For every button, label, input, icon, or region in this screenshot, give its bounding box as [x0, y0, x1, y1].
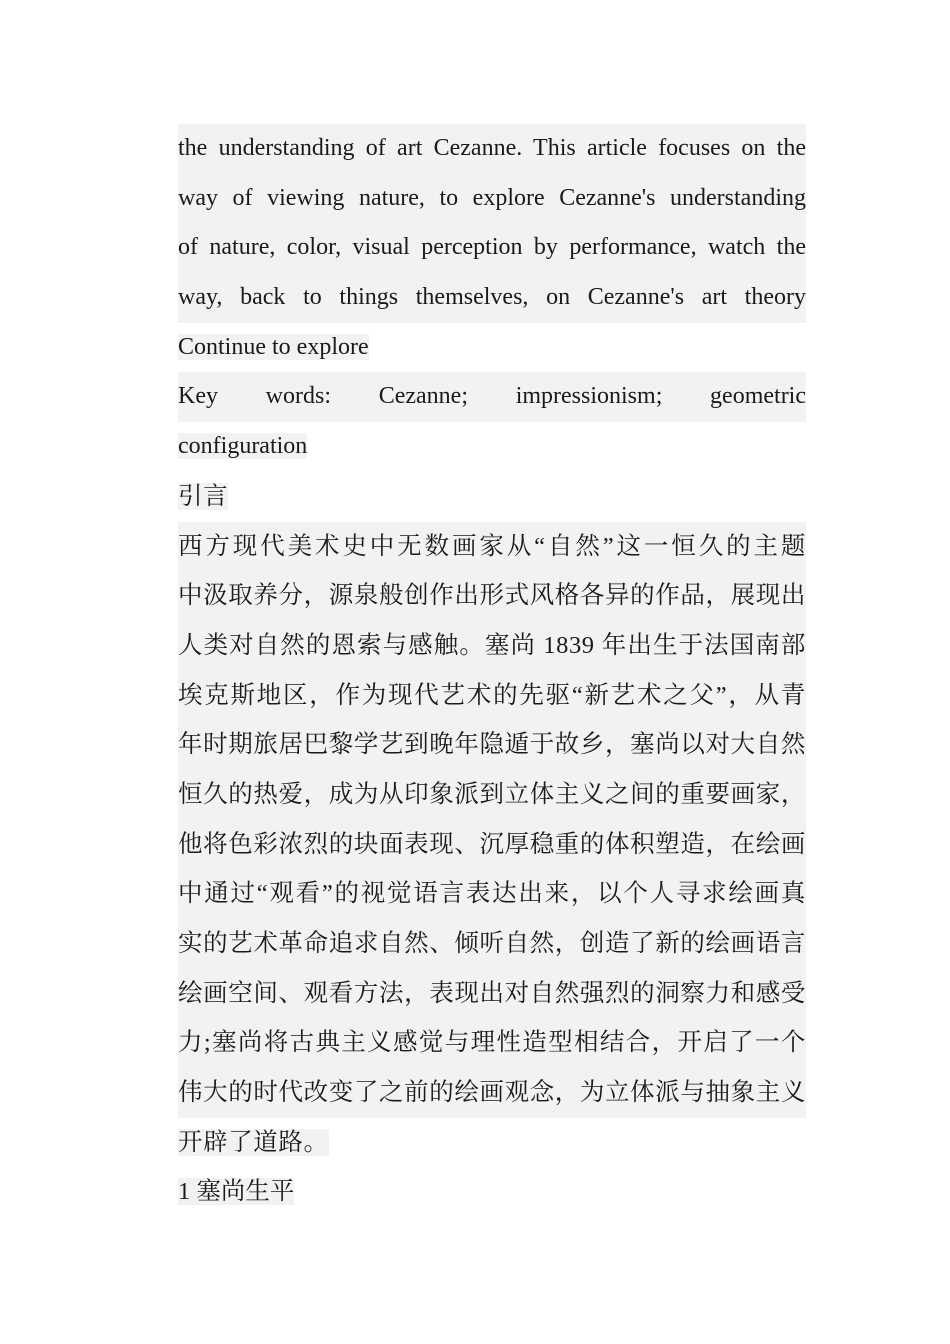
- keywords-paragraph: [178, 372, 806, 471]
- document-body: [178, 124, 806, 1217]
- intro-line: 绘画空间、观看方法，表现出对自然强烈的洞察力和感受: [178, 969, 806, 1019]
- keywords-line: [178, 372, 806, 422]
- intro-line: 恒久的热爱，成为从印象派到立体主义之间的重要画家，: [178, 770, 806, 820]
- intro-line: 中汲取养分，源泉般创作出形式风格各异的作品，展现出: [178, 571, 806, 621]
- intro-line: 中通过“观看”的视觉语言表达出来，以个人寻求绘画真: [178, 869, 806, 919]
- intro-line: 年时期旅居巴黎学艺到晚年隐遁于故乡，塞尚以对大自然: [178, 720, 806, 770]
- keywords-line: configuration: [178, 433, 308, 460]
- intro-line: 实的艺术革命追求自然、倾听自然，创造了新的绘画语言: [178, 919, 806, 969]
- intro-line: 西方现代美术史中无数画家从“自然”这一恒久的主题: [178, 522, 806, 572]
- abstract-line: way of viewing nature, to explore Cezanne's understanding: [178, 174, 806, 224]
- abstract-line: Continue to explore: [178, 333, 369, 360]
- intro-line: 伟大的时代改变了之前的绘画观念，为立体派与抽象主义: [178, 1068, 806, 1118]
- intro-paragraph: [178, 522, 806, 1168]
- keywords-word: impressionism;: [515, 383, 663, 410]
- intro-heading: 引言: [178, 482, 229, 510]
- intro-line: 开辟了道路。: [178, 1128, 329, 1156]
- intro-line: 力;塞尚将古典主义感觉与理性造型相结合，开启了一个: [178, 1018, 806, 1068]
- abstract-paragraph: [178, 124, 806, 372]
- keywords-word: words:: [265, 383, 332, 410]
- intro-line: 埃克斯地区，作为现代艺术的先驱“新艺术之父”，从青: [178, 671, 806, 721]
- intro-line: 他将色彩浓烈的块面表现、沉厚稳重的体积塑造，在绘画: [178, 820, 806, 870]
- keywords-word: Cezanne;: [378, 383, 468, 410]
- keywords-word: geometric: [710, 383, 806, 410]
- abstract-line: way, back to things themselves, on Cezanne's art theory: [178, 273, 806, 323]
- keywords-word: Key: [178, 383, 218, 410]
- section-heading: 1 塞尚生平: [178, 1178, 295, 1206]
- abstract-line: the understanding of art Cezanne. This article focuses on the: [178, 124, 806, 174]
- abstract-line: of nature, color, visual perception by performance, watch the: [178, 223, 806, 273]
- intro-line: 人类对自然的恩索与感触。塞尚 1839 年出生于法国南部: [178, 621, 806, 671]
